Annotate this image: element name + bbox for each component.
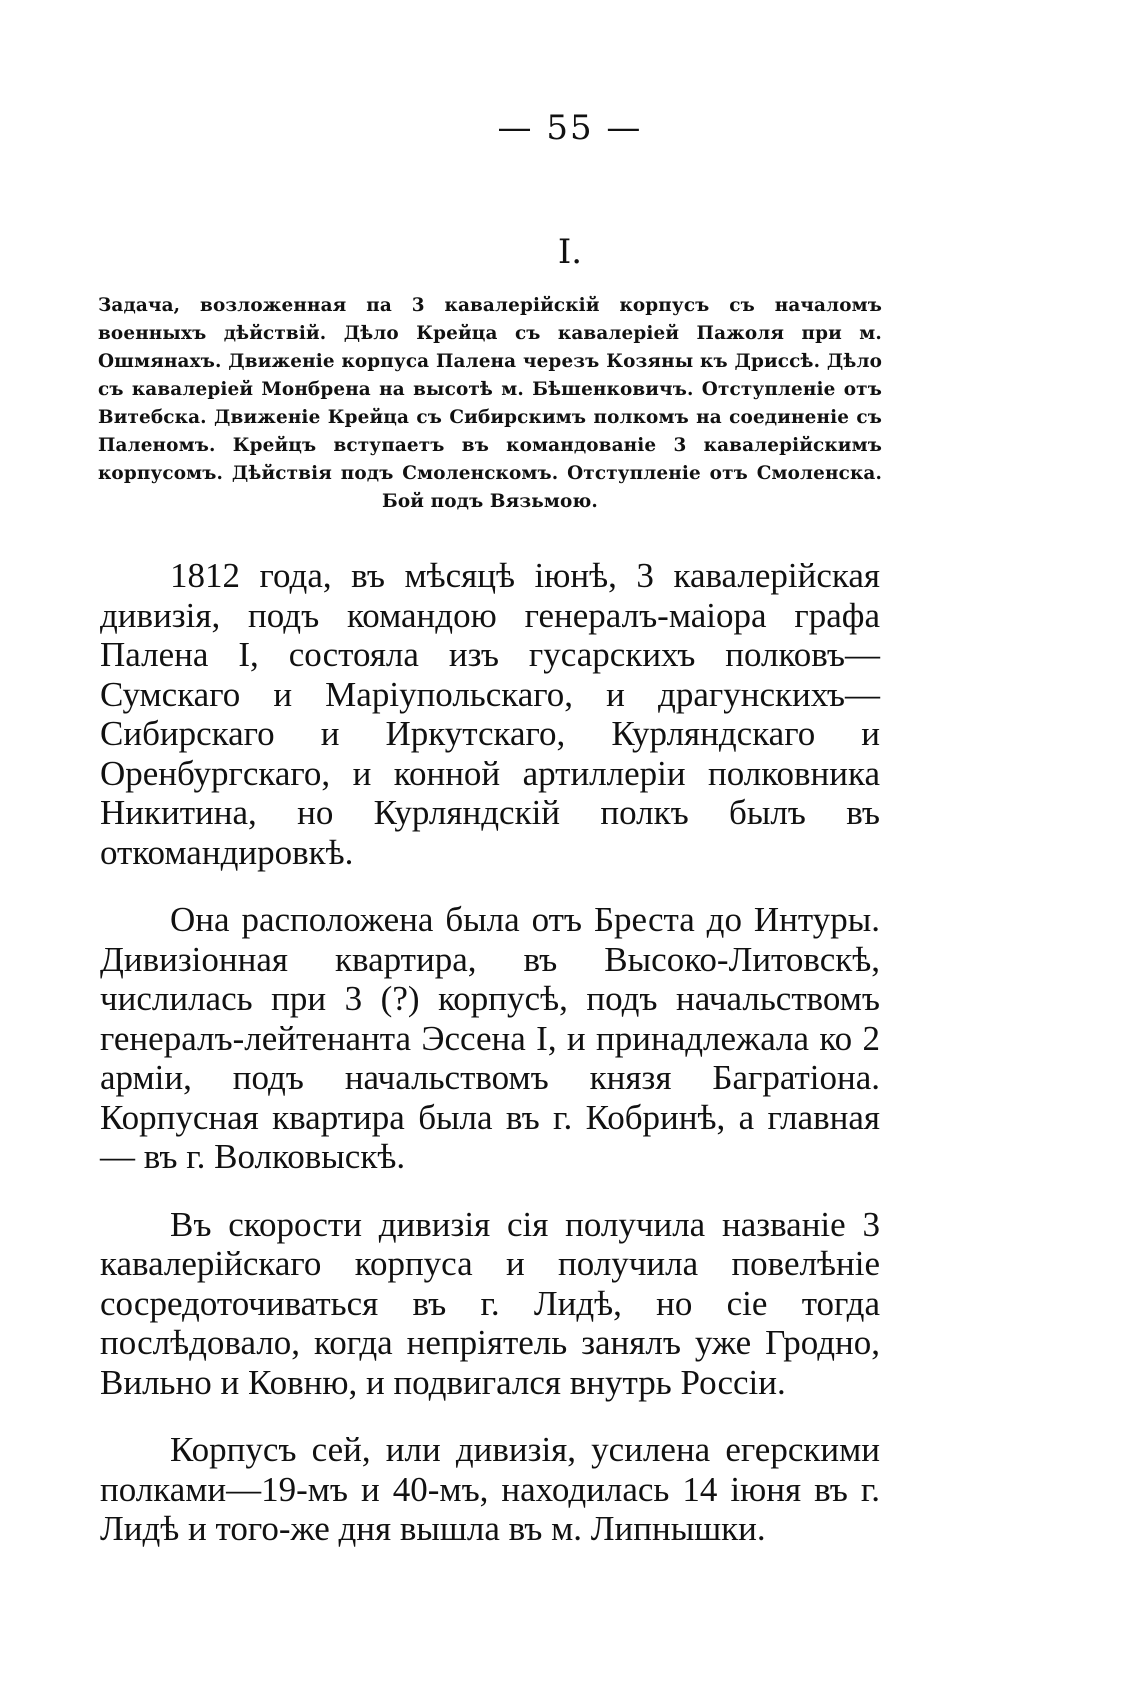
paragraph: Она расположена была отъ Бреста до Интуры. Дивизіонная квартира, въ Высоко-Литовскѣ, числилась при 3 (?) корпусѣ, подъ начальствомъ генералъ-лейтенанта Эссена I, и принадлежала ко 2 арміи, подъ начальствомъ князя Багратіона. Корпусная квартира была въ г. Кобринѣ, а главная — въ г. Волковыскѣ.	[100, 900, 880, 1176]
page-number: — 55 —	[497, 108, 643, 148]
paragraph: 1812 года, въ мѣсяцѣ іюнѣ, 3 кавалерійская дивизія, подъ командою генералъ-маіора графа Палена I, состояла изъ гусарскихъ полковъ—Сумскаго и Маріупольскаго, и драгунскихъ—Сибирскаго и Иркутскаго, Курляндскаго и Оренбургскаго, и конной артиллеріи полковника Никитина, но Курляндскій полкъ былъ въ откомандировкѣ.	[100, 556, 880, 872]
paragraph: Въ скорости дивизія сія получила названіе 3 кавалерійскаго корпуса и получила повелѣніе сосредоточиваться въ г. Лидѣ, но сіе тогда послѣдовало, когда непріятель занялъ уже Гродно, Вильно и Ковню, и подвигался внутрь Россіи.	[100, 1204, 880, 1402]
paragraph: Корпусъ сей, или дивизія, усилена егерскими полками—19-мъ и 40-мъ, находилась 14 іюня въ г. Лидѣ и того-же дня вышла въ м. Липнышки.	[100, 1430, 880, 1548]
body-text	[100, 556, 880, 1577]
chapter-summary: Задача, возложенная па 3 кавалерійскій корпусъ съ началомъ военныхъ дѣйствій. Дѣло Крейца съ кавалеріей Пажоля при м. Ошмянахъ. Движеніе корпуса Палена черезъ Козяны къ Дриссѣ. Дѣло съ кавалеріей Монбрена на высотѣ м. Бѣшенковичъ. Отступленіе отъ Витебска. Движеніе Крейца съ Сибирскимъ полкомъ на соединеніе съ Паленомъ. Крейцъ вступаетъ въ командованіе 3 кавалерійскимъ корпусомъ. Дѣйствія подъ Смоленскомъ. Отступленіе отъ Смоленска. Бой подъ Вязьмою.	[98, 295, 882, 512]
chapter-number: I.	[557, 232, 583, 272]
